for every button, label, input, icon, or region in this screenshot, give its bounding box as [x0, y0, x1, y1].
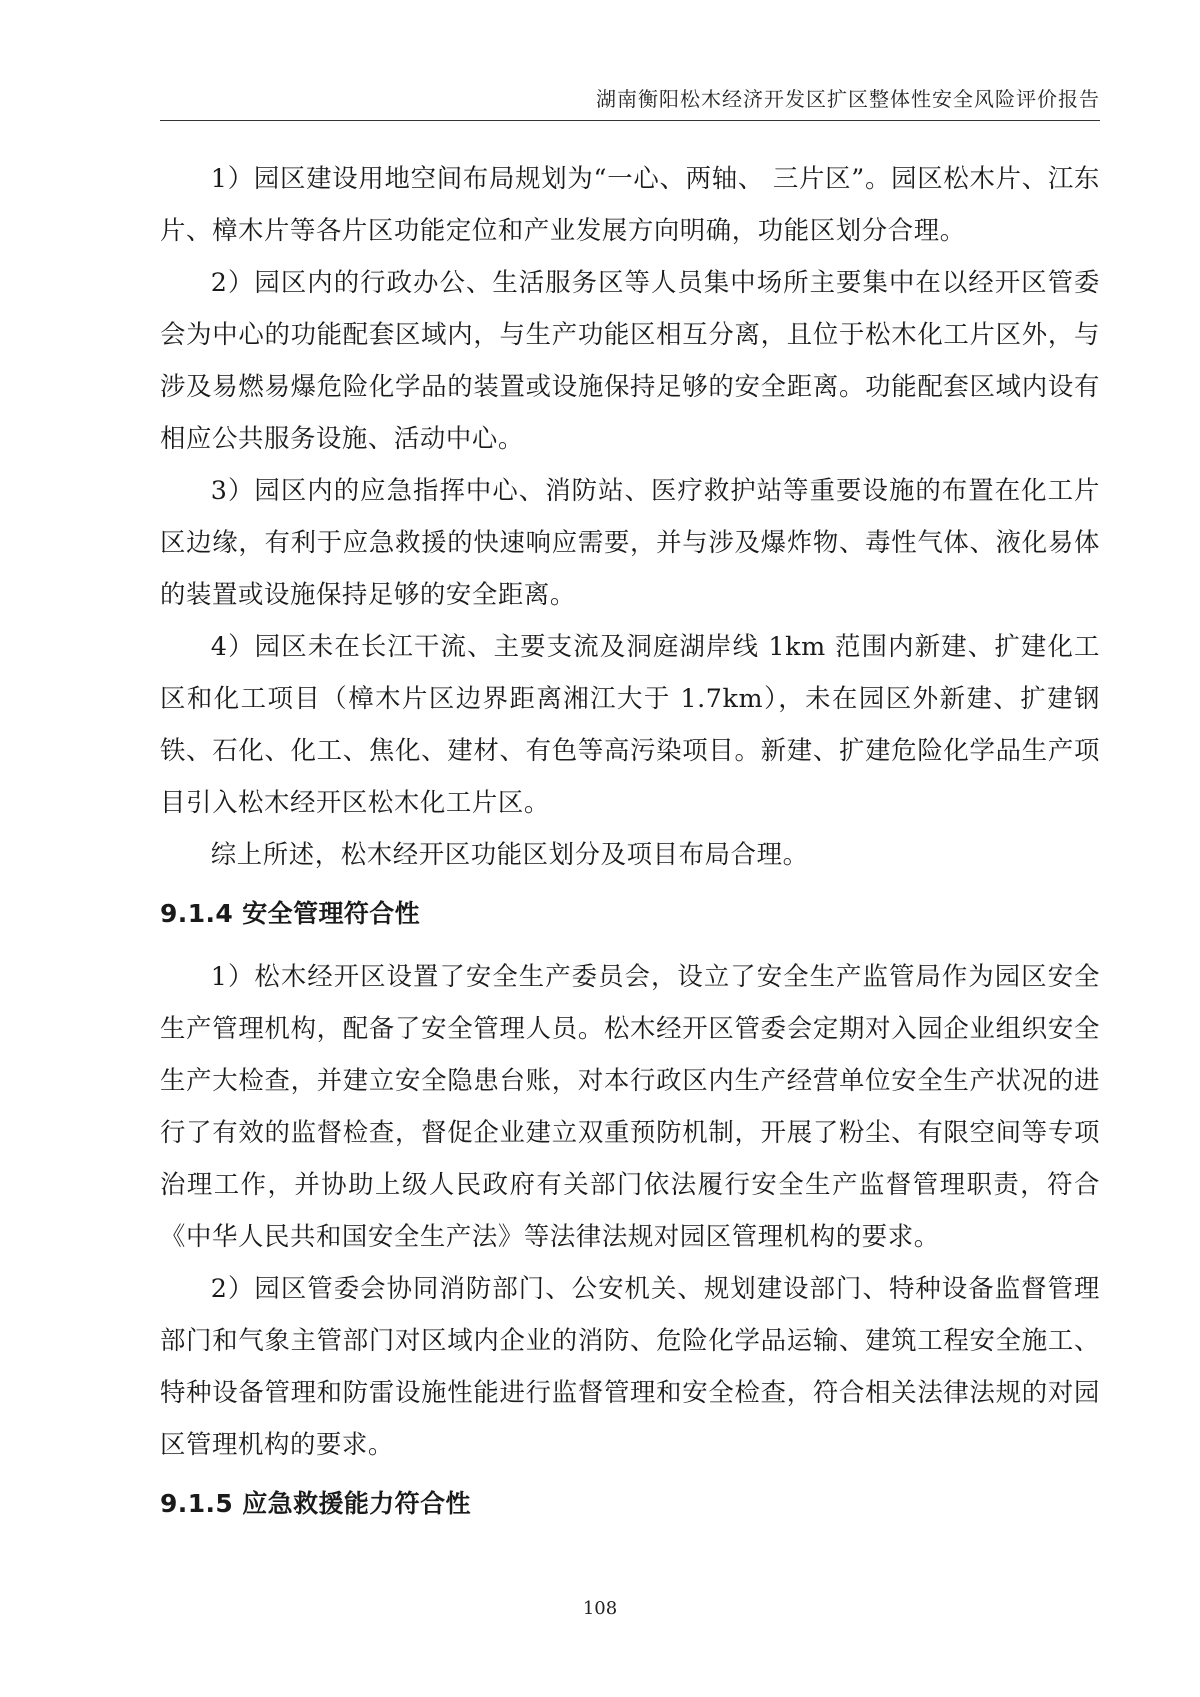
section-heading-9-1-4: 9.1.4 安全管理符合性 — [160, 899, 421, 928]
paragraph-layout-1: 1）园区建设用地空间布局规划为“一心、两轴、 三片区”。园区松木片、江东片、樟木片等各片区功能定位和产业发展方向明确，功能区划分合理。 — [160, 163, 1100, 245]
page-header — [160, 80, 1100, 121]
page-number: 108 — [582, 1598, 618, 1619]
report-title: 湖南衡阳松木经济开发区扩区整体性安全风险评价报告 — [596, 87, 1100, 111]
paragraph-summary: 综上所述，松木经开区功能区划分及项目布局合理。 — [210, 839, 809, 869]
section-heading-9-1-5: 9.1.5 应急救援能力符合性 — [160, 1489, 471, 1518]
paragraph-layout-3: 3）园区内的应急指挥中心、消防站、医疗救护站等重要设施的布置在化工片区边缘，有利于应急救援的快速响应需要，并与涉及爆炸物、毒性气体、液化易体的装置或设施保持足够的安全距离。 — [160, 475, 1100, 609]
document-body — [160, 152, 1100, 1540]
paragraph-safety-2: 2）园区管委会协同消防部门、公安机关、规划建设部门、特种设备监督管理部门和气象主管部门对区域内企业的消防、危险化学品运输、建筑工程安全施工、特种设备管理和防雷设施性能进行监督管理和安全检查，符合相关法律法规的对园区管理机构的要求。 — [160, 1273, 1100, 1459]
paragraph-layout-2: 2）园区内的行政办公、生活服务区等人员集中场所主要集中在以经开区管委会为中心的功能配套区域内，与生产功能区相互分离，且位于松木化工片区外，与涉及易燃易爆危险化学品的装置或设施保持足够的安全距离。功能配套区域内设有相应公共服务设施、活动中心。 — [160, 267, 1100, 453]
paragraph-safety-1: 1）松木经开区设置了安全生产委员会，设立了安全生产监管局作为园区安全生产管理机构，配备了安全管理人员。松木经开区管委会定期对入园企业组织安全生产大检查，并建立安全隐患台账，对本行政区内生产经营单位安全生产状况的进行了有效的监督检查，督促企业建立双重预防机制，开展了粉尘、有限空间等专项治理工作，并协助上级人民政府有关部门依法履行安全生产监督管理职责，符合《中华人民共和国安全生产法》等法律法规对园区管理机构的要求。 — [160, 961, 1100, 1251]
paragraph-layout-4: 4）园区未在长江干流、主要支流及洞庭湖岸线 1km 范围内新建、扩建化工区和化工项目（樟木片区边界距离湘江大于 1.7km），未在园区外新建、扩建钢铁、石化、化工、焦化、建材、有色等高污染项目。新建、扩建危险化学品生产项目引入松木经开区松木化工片区。 — [160, 631, 1100, 817]
